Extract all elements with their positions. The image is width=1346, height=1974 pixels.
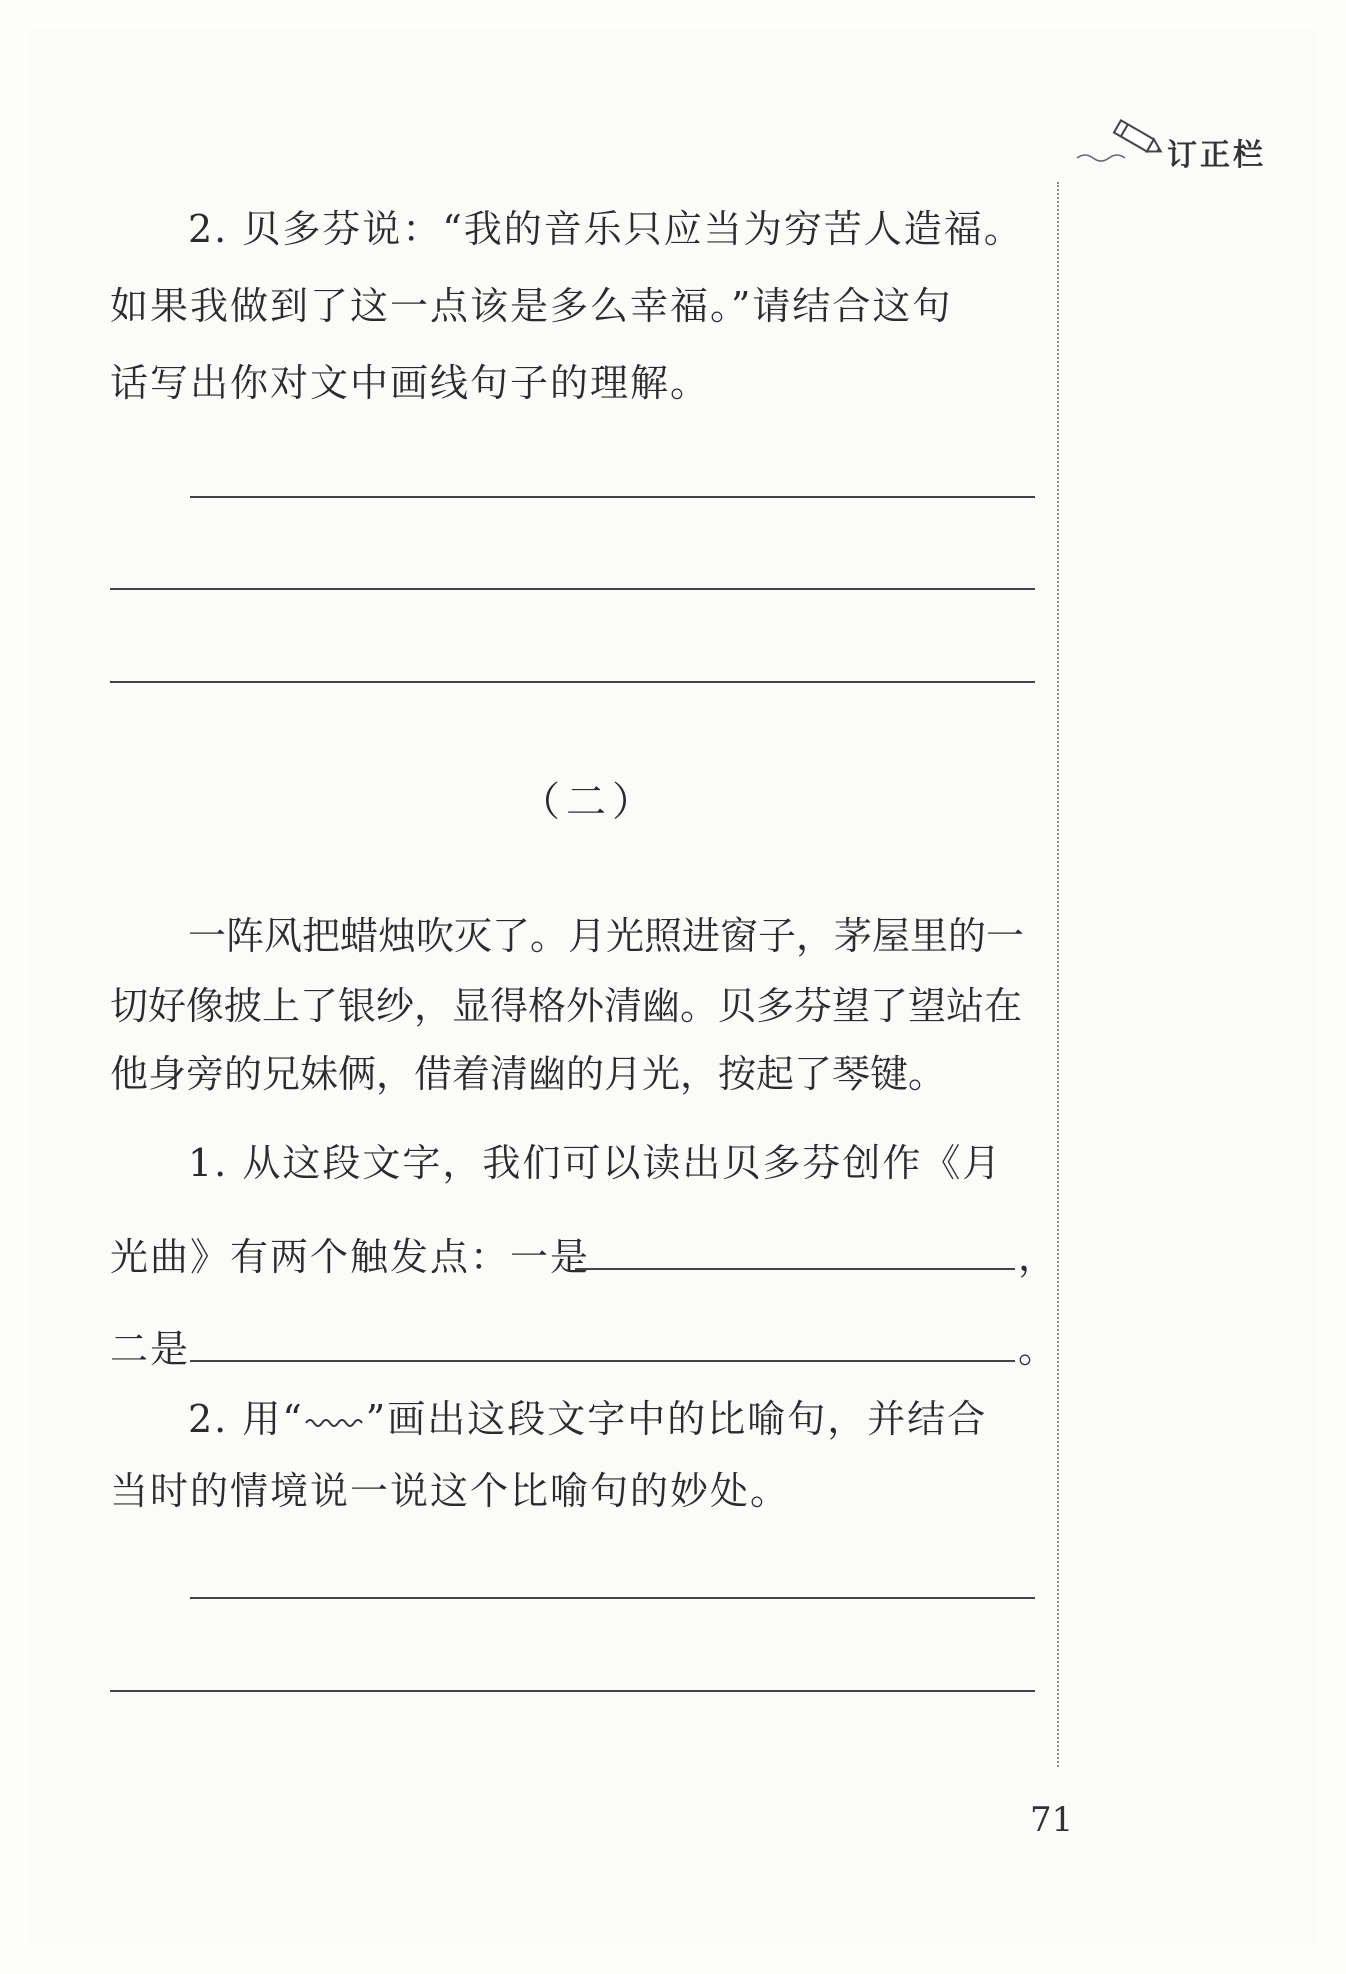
passage-line: 一阵风把蜡烛吹灭了。月光照进窗子，茅屋里的一 — [188, 914, 1025, 958]
section-title: （二） — [520, 779, 658, 825]
correction-column-divider — [1057, 182, 1059, 1767]
question-line: 话写出你对文中画线句子的理解。 — [110, 361, 711, 405]
wavy-underline-icon — [304, 1413, 366, 1433]
passage-line: 他身旁的兄妹俩，借着清幽的月光，按起了琴键。 — [110, 1052, 947, 1096]
question-line: 当时的情境说一说这个比喻句的妙处。 — [110, 1469, 791, 1513]
question-line: 二是 — [110, 1327, 191, 1371]
passage-line: 切好像披上了银纱，显得格外清幽。贝多芬望了望站在 — [110, 984, 1023, 1028]
answer-line[interactable] — [190, 496, 1035, 498]
punctuation: 。 — [1018, 1327, 1059, 1371]
question-line: 光曲》有两个触发点：一是 — [110, 1235, 591, 1279]
correction-column-title: 订正栏 — [1167, 138, 1266, 173]
question-text: 2. 用“ — [188, 1397, 304, 1441]
answer-line[interactable] — [110, 681, 1035, 683]
blank-field[interactable] — [575, 1268, 1015, 1270]
page-number: 71 — [1030, 1800, 1074, 1840]
question-line: 2. 贝多芬说：“我的音乐只应当为穷苦人造福。 — [188, 207, 1024, 251]
question-line — [188, 1388, 987, 1443]
answer-line[interactable] — [110, 1690, 1035, 1692]
correction-column-header — [1075, 110, 1315, 173]
question-line: 1. 从这段文字，我们可以读出贝多芬创作《月 — [188, 1141, 1003, 1185]
question-line: 如果我做到了这一点该是多么幸福。”请结合这句 — [110, 284, 953, 328]
punctuation: ， — [1018, 1235, 1059, 1279]
answer-line[interactable] — [190, 1597, 1035, 1599]
pencil-icon — [1075, 110, 1165, 170]
blank-field[interactable] — [190, 1360, 1015, 1362]
answer-line[interactable] — [110, 588, 1035, 590]
question-text: ”画出这段文字中的比喻句，并结合 — [365, 1397, 988, 1441]
